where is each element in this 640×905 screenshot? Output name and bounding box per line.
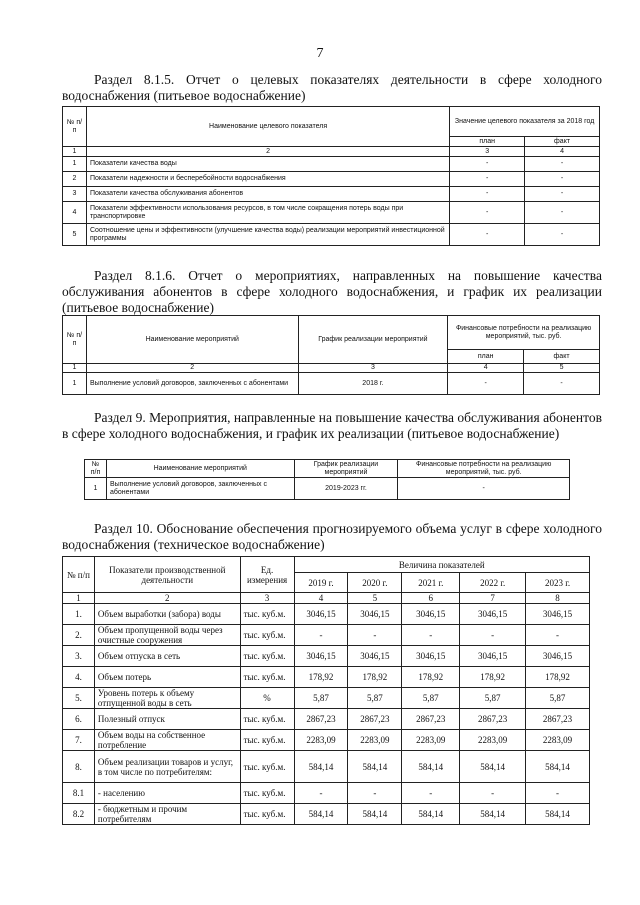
row-value: - <box>402 625 460 646</box>
row-fact: - <box>525 157 600 172</box>
row-value: - <box>526 783 590 804</box>
row-name: - бюджетным и прочим потребителям <box>94 804 240 825</box>
table-row <box>63 625 590 646</box>
row-value: 3046,15 <box>526 604 590 625</box>
row-value: 2283,09 <box>294 730 348 751</box>
row-unit: тыс. куб.м. <box>240 783 294 804</box>
header-num: № п/п <box>63 557 95 593</box>
row-plan: - <box>450 157 525 172</box>
colnum-cell: 6 <box>402 593 460 604</box>
row-unit: тыс. куб.м. <box>240 646 294 667</box>
row-value: - <box>348 625 402 646</box>
production-indicators-table <box>62 556 590 825</box>
measures-plan-table <box>84 459 570 500</box>
row-value: 2283,09 <box>460 730 526 751</box>
row-num: 5. <box>63 688 95 709</box>
header-value-2018: Значение целевого показателя за 2018 год <box>450 107 600 137</box>
row-fact: - <box>525 187 600 202</box>
row-value: 178,92 <box>294 667 348 688</box>
row-plan: - <box>450 224 525 246</box>
row-value: 5,87 <box>526 688 590 709</box>
row-name: Объем потерь <box>94 667 240 688</box>
colnum-cell: 1 <box>63 593 95 604</box>
table-row <box>63 709 590 730</box>
row-name: - населению <box>94 783 240 804</box>
header-fact: факт <box>525 137 600 147</box>
row-name: Объем реализации товаров и услуг, в том числе по потребителям: <box>94 751 240 783</box>
row-name: Выполнение условий договоров, заключенных с абонентами <box>86 373 298 395</box>
row-value: 178,92 <box>348 667 402 688</box>
row-num: 2. <box>63 625 95 646</box>
row-value: - <box>348 783 402 804</box>
row-value: 178,92 <box>460 667 526 688</box>
row-financial-needs: - <box>398 478 570 500</box>
row-value: 2283,09 <box>526 730 590 751</box>
row-fact: - <box>524 373 600 395</box>
table-row <box>85 478 570 500</box>
section-heading-9: Раздел 9. Мероприятия, направленные на повышение качества обслуживания абонентов в сфере холодного водоснабжения, и график их реализации (питьевое водоснабжение) <box>62 410 602 441</box>
row-value: 3046,15 <box>402 604 460 625</box>
header-values: Величина показателей <box>294 557 589 573</box>
row-value: 3046,15 <box>294 646 348 667</box>
colnum-cell: 4 <box>525 147 600 157</box>
row-fact: - <box>525 202 600 224</box>
header-year: 2019 г. <box>294 573 348 593</box>
row-num: 3 <box>63 187 87 202</box>
header-num: № п/п <box>85 460 107 478</box>
row-value: 5,87 <box>460 688 526 709</box>
row-plan: - <box>450 172 525 187</box>
row-value: 584,14 <box>526 751 590 783</box>
colnum-cell: 5 <box>524 364 600 373</box>
row-num: 1. <box>63 604 95 625</box>
colnum-cell: 3 <box>240 593 294 604</box>
row-name: Показатели качества воды <box>86 157 449 172</box>
row-num: 8.1 <box>63 783 95 804</box>
row-unit: тыс. куб.м. <box>240 625 294 646</box>
row-unit: тыс. куб.м. <box>240 751 294 783</box>
row-unit: тыс. куб.м. <box>240 709 294 730</box>
table-row <box>63 373 600 395</box>
row-value: - <box>460 783 526 804</box>
table-row <box>63 730 590 751</box>
colnum-cell: 4 <box>294 593 348 604</box>
row-name: Показатели надежности и бесперебойности водоснабжения <box>86 172 449 187</box>
table-row <box>63 751 590 783</box>
row-value: 5,87 <box>348 688 402 709</box>
table-row <box>63 604 590 625</box>
header-financial-needs: Финансовые потребности на реализацию мероприятий, тыс. руб. <box>448 316 600 350</box>
table-row <box>63 187 600 202</box>
section-heading-8-1-6: Раздел 8.1.6. Отчет о мероприятиях, направленных на повышение качества обслуживания абонентов в сфере холодного водоснабжения, и график их реализации (питьевое водоснабжение) <box>62 268 602 315</box>
colnum-cell: 2 <box>94 593 240 604</box>
row-num: 3. <box>63 646 95 667</box>
row-value: 584,14 <box>460 804 526 825</box>
row-name: Соотношение цены и эффективности (улучшение качества воды) реализации мероприятий инвестиционной программы <box>86 224 449 246</box>
table-row <box>63 157 600 172</box>
row-name: Показатели эффективности использования ресурсов, в том числе сокращения потерь воды при транспортировке <box>86 202 449 224</box>
row-fact: - <box>525 224 600 246</box>
row-value: 584,14 <box>402 751 460 783</box>
row-plan: - <box>450 202 525 224</box>
header-year: 2020 г. <box>348 573 402 593</box>
row-name: Объем воды на собственное потребление <box>94 730 240 751</box>
row-num: 8. <box>63 751 95 783</box>
table-row <box>63 202 600 224</box>
colnum-cell: 5 <box>348 593 402 604</box>
colnum-cell: 3 <box>450 147 525 157</box>
target-indicators-table <box>62 106 600 246</box>
section-heading-8-1-5: Раздел 8.1.5. Отчет о целевых показателях деятельности в сфере холодного водоснабжения (питьевое водоснабжение) <box>62 72 602 103</box>
row-name: Выполнение условий договоров, заключенных с абонентами <box>106 478 294 500</box>
table-row <box>63 667 590 688</box>
header-schedule: График реализации мероприятий <box>294 460 398 478</box>
colnum-cell: 3 <box>298 364 448 373</box>
row-value: 584,14 <box>460 751 526 783</box>
row-value: 3046,15 <box>526 646 590 667</box>
row-unit: % <box>240 688 294 709</box>
table-row <box>63 804 590 825</box>
row-num: 2 <box>63 172 87 187</box>
row-value: 2867,23 <box>526 709 590 730</box>
row-num: 5 <box>63 224 87 246</box>
header-plan: план <box>450 137 525 147</box>
header-num: № п/п <box>63 107 87 147</box>
row-unit: тыс. куб.м. <box>240 730 294 751</box>
header-year: 2023 г. <box>526 573 590 593</box>
colnum-cell: 8 <box>526 593 590 604</box>
row-value: 584,14 <box>402 804 460 825</box>
row-plan: - <box>448 373 524 395</box>
row-plan: - <box>450 187 525 202</box>
row-value: - <box>402 783 460 804</box>
header-fact: факт <box>524 350 600 364</box>
colnum-cell: 1 <box>63 364 87 373</box>
row-name: Полезный отпуск <box>94 709 240 730</box>
header-measure-name: Наименование мероприятий <box>106 460 294 478</box>
header-schedule: График реализации мероприятий <box>298 316 448 364</box>
header-indicator-name: Показатели производственной деятельности <box>94 557 240 593</box>
measures-report-table <box>62 315 600 395</box>
colnum-cell: 4 <box>448 364 524 373</box>
row-schedule: 2019-2023 гг. <box>294 478 398 500</box>
header-year: 2022 г. <box>460 573 526 593</box>
row-name: Объем пропущенной воды через очистные сооружения <box>94 625 240 646</box>
row-value: 3046,15 <box>348 604 402 625</box>
header-financial-needs: Финансовые потребности на реализацию мероприятий, тыс. руб. <box>398 460 570 478</box>
header-year: 2021 г. <box>402 573 460 593</box>
row-value: 2867,23 <box>294 709 348 730</box>
header-measure-name: Наименование мероприятий <box>86 316 298 364</box>
row-num: 4 <box>63 202 87 224</box>
row-value: 2867,23 <box>348 709 402 730</box>
row-num: 1 <box>63 157 87 172</box>
header-num: № п/п <box>63 316 87 364</box>
row-value: - <box>460 625 526 646</box>
row-value: 3046,15 <box>460 646 526 667</box>
row-value: 3046,15 <box>402 646 460 667</box>
row-value: - <box>294 783 348 804</box>
colnum-cell: 7 <box>460 593 526 604</box>
row-unit: тыс. куб.м. <box>240 804 294 825</box>
row-unit: тыс. куб.м. <box>240 667 294 688</box>
row-value: 584,14 <box>348 804 402 825</box>
section-heading-10: Раздел 10. Обоснование обеспечения прогнозируемого объема услуг в сфере холодного водоснабжения (техническое водоснабжение) <box>62 521 602 552</box>
row-unit: тыс. куб.м. <box>240 604 294 625</box>
row-value: 584,14 <box>348 751 402 783</box>
header-unit: Ед. измерения <box>240 557 294 593</box>
row-name: Объем отпуска в сеть <box>94 646 240 667</box>
row-value: 584,14 <box>526 804 590 825</box>
row-num: 4. <box>63 667 95 688</box>
header-indicator-name: Наименование целевого показателя <box>86 107 449 147</box>
colnum-cell: 2 <box>86 364 298 373</box>
row-name: Объем выработки (забора) воды <box>94 604 240 625</box>
row-num: 1 <box>85 478 107 500</box>
table-row <box>63 224 600 246</box>
row-value: 5,87 <box>402 688 460 709</box>
colnum-cell: 1 <box>63 147 87 157</box>
row-value: 178,92 <box>402 667 460 688</box>
page-number: 7 <box>316 46 324 61</box>
row-name: Уровень потерь к объему отпущенной воды в сеть <box>94 688 240 709</box>
row-schedule: 2018 г. <box>298 373 448 395</box>
row-num: 8.2 <box>63 804 95 825</box>
row-value: 2867,23 <box>460 709 526 730</box>
row-value: 178,92 <box>526 667 590 688</box>
table-row <box>63 172 600 187</box>
row-value: 3046,15 <box>348 646 402 667</box>
table-row <box>63 646 590 667</box>
header-plan: план <box>448 350 524 364</box>
table-row <box>63 783 590 804</box>
row-value: 584,14 <box>294 751 348 783</box>
row-value: 3046,15 <box>460 604 526 625</box>
row-fact: - <box>525 172 600 187</box>
row-value: 2867,23 <box>402 709 460 730</box>
row-num: 1 <box>63 373 87 395</box>
row-value: - <box>526 625 590 646</box>
colnum-cell: 2 <box>86 147 449 157</box>
row-value: 584,14 <box>294 804 348 825</box>
row-num: 7. <box>63 730 95 751</box>
row-value: 2283,09 <box>348 730 402 751</box>
row-value: 5,87 <box>294 688 348 709</box>
row-name: Показатели качества обслуживания абонентов <box>86 187 449 202</box>
row-value: 2283,09 <box>402 730 460 751</box>
row-value: - <box>294 625 348 646</box>
row-value: 3046,15 <box>294 604 348 625</box>
row-num: 6. <box>63 709 95 730</box>
table-row <box>63 688 590 709</box>
